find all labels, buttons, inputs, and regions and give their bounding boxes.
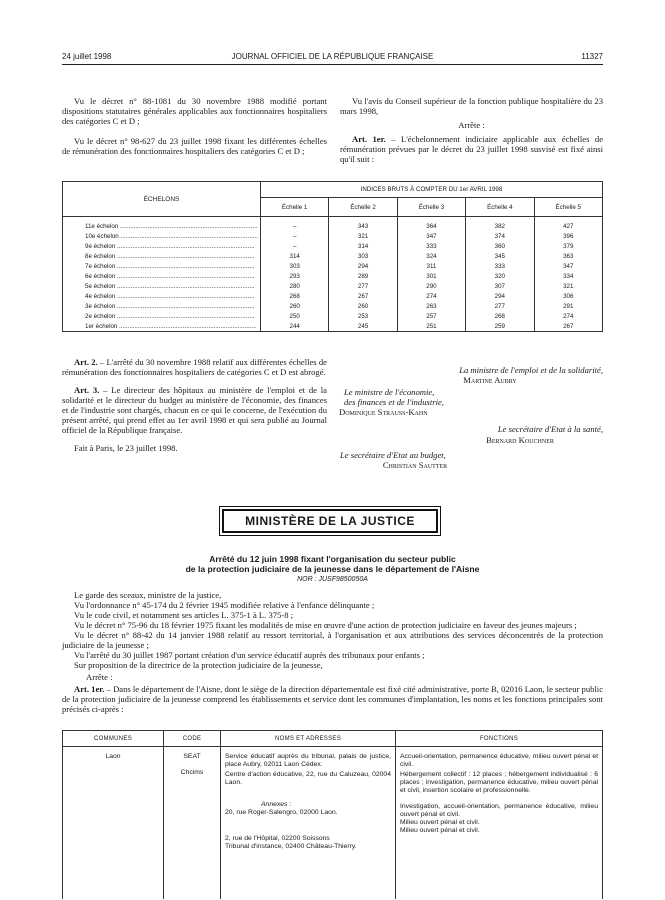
commune-laon: Laon [105,753,121,760]
indice-cell: 253 [329,311,397,321]
indice-cell: 260 [260,301,328,311]
visa-proposition: Sur proposition de la directrice de la protection judiciaire de la jeunesse, [74,660,323,670]
indice-cell: 280 [260,281,328,291]
echelon-label: 6e échelon ................................................................................ [63,271,261,281]
name-seat: Service éducatif auprès du tribunal, palais de justice, place Aubry, 02011 Laon Cédex. [225,753,391,768]
annexe-laon: 20, rue Roger-Salengro, 02000 Laon. [225,809,338,816]
table-row [63,231,603,241]
indice-cell: 314 [329,241,397,251]
visa-decret-75-96: Vu le décret n° 75-96 du 18 février 1975 fixant les modalités de mise en œuvre d'une action de protection judiciaire en faveur des jeunes majeurs ; [74,620,577,630]
article-2-text: – L'arrêté du 30 novembre 1988 relatif aux différentes échelles de rémunération des fonctionnaires hospitaliers de catégories C et D est abrogé. [62,357,327,377]
indice-cell: 263 [397,301,465,311]
indice-cell: 251 [397,321,465,332]
article-2-label: Art. 2. [74,357,98,367]
indice-cell: 306 [534,291,602,301]
signature-3-title: Le secrétaire d'Etat à la santé, [497,424,603,434]
echelon-label: 4e échelon ................................................................................ [63,291,261,301]
function-annexe-chateau-thierry: Milieu ouvert pénal et civil. [400,827,480,834]
indice-cell: 277 [329,281,397,291]
arrete-label: Arrête : [458,120,485,130]
table-row [63,271,603,281]
signature-4-title: Le secrétaire d'Etat au budget, [340,450,446,460]
arrete-label-2: Arrête : [86,672,113,682]
table-row [63,321,603,332]
indice-cell: 257 [397,311,465,321]
col-echelle-5: Échelle 5 [534,198,602,217]
col-echelle-3: Échelle 3 [397,198,465,217]
signature-2-name: Dominique Strauss-Kahn [339,407,428,417]
visa-ordonnance-45-174: Vu l'ordonnance n° 45-174 du 2 février 1945 modifiée relative à l'enfance délinquante ; [74,600,375,610]
indice-cell: 333 [397,241,465,251]
header-date: 24 juillet 1998 [62,52,112,61]
article-1-text: – L'échelonnement indiciaire applicable aux échelles de rémunération prévues par le décret du 23 juillet 1998 susvisé est fixé ainsi qu'il suit : [340,134,604,164]
table-row [63,747,603,899]
col-echelons-header: ÉCHELONS [63,182,261,217]
arrete-title-line1: Arrêté du 12 juin 1998 fixant l'organisation du secteur public [209,554,456,564]
col-echelle-4: Échelle 4 [466,198,534,217]
indice-cell: 314 [260,251,328,261]
echelon-label: 9e échelon ................................................................................ [63,241,261,251]
arrete-title [62,554,603,574]
header-page-number: 11327 [581,52,603,61]
nor-reference: NOR : JUSF9850050A [297,576,368,583]
echelon-label: 7e échelon ................................................................................ [63,261,261,271]
table-row [63,251,603,261]
indice-cell: 334 [534,271,602,281]
codes-cell [164,747,221,899]
indice-cell: 364 [397,217,465,232]
function-seat: Accueil-orientation, permanence éducative, milieu ouvert pénal et civil. [400,753,598,768]
indice-cell: 294 [329,261,397,271]
indice-cell: 345 [466,251,534,261]
echelons-table [62,181,603,332]
indice-cell: 293 [260,271,328,281]
article-1-echelons [340,134,603,164]
article-1-label: Art. 1er. [352,134,386,144]
indice-cell: 347 [397,231,465,241]
echelon-label: 5e échelon ................................................................................ [63,281,261,291]
visa-decret-88-1081: Vu le décret n° 88-1081 du 30 novembre 1988 modifié portant dispositions statutaires générales applicables aux fonctionnaires hospitaliers des catégories C et D ; [62,96,327,126]
article-3-text: – Le directeur des hôpitaux au ministère de l'emploi et de la solidarité et le directeur du budget au ministère de l'économie, des finances et de l'industrie sont chargés, chacun en ce qui le concerne, de l'exécution du présent arrêté, qui prend effet au 1er avril 1998 et qui sera publié au Journal officiel de la République française. [62,385,327,435]
visa-avis-conseil: Vu l'avis du Conseil supérieur de la fonction publique hospitalière du 23 mars 1998, [340,96,603,116]
indice-cell: 360 [466,241,534,251]
visa-decret-88-42: Vu le décret n° 88-42 du 14 janvier 1988 relatif au ressort territorial, à l'organisation et aux attributions des services déconcentrés de la protection judiciaire de la jeunesse ; [62,630,603,650]
table-row [63,241,603,251]
left-intro [62,96,327,156]
name-cae: Centre d'action éducative, 22, rue du Caluzeau, 02004 Laon. [225,771,391,786]
col-code: CODE [164,731,221,747]
indice-cell: 324 [397,251,465,261]
article-1-justice [62,684,603,714]
arrete-title-line2: de la protection judiciaire de la jeunesse dans le département de l'Aisne [185,564,480,574]
table-row [63,261,603,271]
col-echelle-1: Échelle 1 [260,198,328,217]
indice-cell: 250 [260,311,328,321]
annexe-chateau-thierry: Tribunal d'instance, 02400 Château-Thierry. [225,843,357,850]
table-row [63,281,603,291]
organisation-table [62,730,603,899]
code-seat: SEAT [183,753,201,760]
indice-cell: 311 [397,261,465,271]
indice-cell: – [260,241,328,251]
echelon-label: 3e échelon ................................................................................ [63,301,261,311]
table-row [63,291,603,301]
indice-cell: 303 [260,261,328,271]
right-intro [340,96,603,164]
indice-cell: 291 [534,301,602,311]
functions-cell [396,747,603,899]
indice-cell: – [260,231,328,241]
echelon-label: 10e échelon ................................................................................ [63,231,261,241]
indice-cell: 347 [534,261,602,271]
indice-cell: 301 [397,271,465,281]
header-rule [62,64,603,65]
function-annexe-soissons: Milieu ouvert pénal et civil. [400,819,480,826]
echelon-label: 1er échelon ................................................................................ [63,321,261,332]
table-row [63,311,603,321]
indice-cell: 268 [260,291,328,301]
indice-cell: 303 [329,251,397,261]
indice-cell: 382 [466,217,534,232]
indice-cell: 333 [466,261,534,271]
indice-cell: 267 [329,291,397,301]
indice-cell: 274 [534,311,602,321]
indice-cell: – [260,217,328,232]
visas-block [62,590,603,714]
article-1-justice-text: – Dans le département de l'Aisne, dont le siège de la direction départementale est fixé cité administrative, porte B, 02016 Laon, le secteur public de la protection judiciaire de la jeunesse comprend les établissements et service dont les communes d'implantation, les noms et les fonctions principales sont précisés ci-après : [62,684,604,714]
signature-3-name: Bernard Kouchner [486,435,554,445]
indice-cell: 321 [329,231,397,241]
article-1-justice-label: Art. 1er. [74,684,105,694]
indice-cell: 320 [466,271,534,281]
col-noms-adresses: NOMS ET ADRESSES [221,731,396,747]
visa-arrete-1987: Vu l'arrêté du 30 juillet 1987 portant création d'un service éducatif auprès des tribunaux pour enfants ; [74,650,425,660]
article-2 [62,357,327,377]
indices-group-header: INDICES BRUTS À COMPTER DU 1er AVRIL 1998 [260,182,602,198]
col-fonctions: FONCTIONS [396,731,603,747]
col-communes: COMMUNES [63,731,164,747]
echelon-label: 8e échelon ................................................................................ [63,251,261,261]
function-annexe-laon: Investigation, accueil-orientation, permanence éducative, milieu ouvert pénal et civil. [400,803,598,818]
visa-garde-des-sceaux: Le garde des sceaux, ministre de la justice, [74,590,222,600]
indice-cell: 259 [466,321,534,332]
signature-2-title-line1: Le ministre de l'économie, [344,387,435,397]
ministry-heading: MINISTÈRE DE LA JUSTICE [222,509,438,533]
col-echelle-2: Échelle 2 [329,198,397,217]
indice-cell: 396 [534,231,602,241]
indice-cell: 290 [397,281,465,291]
indice-cell: 267 [534,321,602,332]
indice-cell: 294 [466,291,534,301]
indice-cell: 260 [329,301,397,311]
indice-cell: 307 [466,281,534,291]
signature-4-name: Christian Sautter [382,460,448,470]
article-3-label: Art. 3. [74,385,100,395]
signature-2-title-line2: des finances et de l'industrie, [344,397,444,407]
table-row [63,217,603,232]
annexes-label: Annexes : [261,801,292,808]
indice-cell: 321 [534,281,602,291]
signature-1-title: La ministre de l'emploi et de la solidarité, [459,365,603,375]
echelon-label: 11e échelon ................................................................................ [63,217,261,232]
indice-cell: 379 [534,241,602,251]
annexe-soissons: 2, rue de l'Hôpital, 02200 Soissons [225,835,330,842]
header-journal-title: JOURNAL OFFICIEL DE LA RÉPUBLIQUE FRANÇAISE [231,52,434,61]
indice-cell: 274 [397,291,465,301]
indice-cell: 245 [329,321,397,332]
indice-cell: 277 [466,301,534,311]
code-chcims: Chcims [180,769,204,776]
indice-cell: 363 [534,251,602,261]
fait-a-paris: Fait à Paris, le 23 juillet 1998. [74,443,178,453]
echelon-label: 2e échelon ................................................................................ [63,311,261,321]
indice-cell: 343 [329,217,397,232]
left-articles [62,357,327,453]
indice-cell: 374 [466,231,534,241]
indice-cell: 244 [260,321,328,332]
visa-code-civil: Vu le code civil, et notamment ses articles L. 375-1 à L. 375-8 ; [74,610,294,620]
indice-cell: 289 [329,271,397,281]
function-cae: Hébergement collectif : 12 places ; hébergement individualisé : 6 places ; investigation, permanence éducative, milieu ouvert pénal et civil, insertion scolaire et professionnelle. [400,771,598,794]
indice-cell: 268 [466,311,534,321]
visa-decret-98-627: Vu le décret n° 98-627 du 23 juillet 1998 fixant les différentes échelles de rémunération des fonctionnaires hospitaliers des catégories C et D ; [62,136,327,156]
indice-cell: 427 [534,217,602,232]
names-cell [221,747,396,899]
article-3 [62,385,327,435]
table-row [63,301,603,311]
signature-1-name: Martine Aubry [463,375,517,385]
